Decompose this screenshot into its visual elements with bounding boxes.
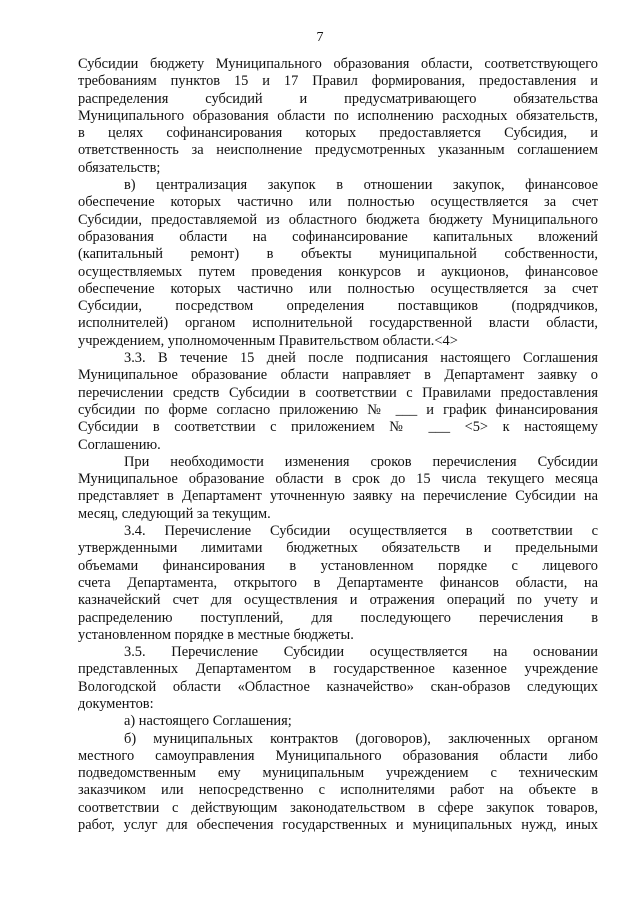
text-line: б) муниципальных контрактов (договоров), заключенных органом <box>124 730 598 747</box>
text-line: ответственность за неисполнение предусмотренных указанным соглашением <box>78 142 598 159</box>
text-line: месяц, следующий за текущим. <box>78 505 271 522</box>
page-number: 7 <box>316 30 324 45</box>
text-line: субсидии по форме согласно приложению № ___ и график финансирования <box>78 401 598 418</box>
text-line: подведомственным ему муниципальным учреждением с техническим <box>78 765 598 782</box>
text-line: Субсидии, посредством определения поставщиков (подрядчиков, <box>78 298 598 315</box>
text-line: (капитальный ремонт) в объекты муниципальной собственности, <box>78 246 598 263</box>
text-line: образования области на софинансирование капитальных вложений <box>78 228 598 245</box>
text-line: обеспечение которых частично или полностью осуществляется за счет <box>78 280 598 297</box>
text-line: обеспечение которых частично или полностью осуществляется за счет <box>78 194 598 211</box>
text-line: утвержденными лимитами бюджетных обязательств и предельными <box>78 540 598 557</box>
text-line: заказчиком или непосредственно с исполнителями работ на объекте в <box>78 782 598 799</box>
text-line: обязательств; <box>78 159 161 176</box>
text-line: 3.5. Перечисление Субсидии осуществляется на основании <box>124 644 598 661</box>
text-line: установленном порядке в местные бюджеты. <box>78 626 354 643</box>
text-line: Субсидии бюджету Муниципального образования области, соответствующего <box>78 56 598 72</box>
text-line: 3.3. В течение 15 дней после подписания настоящего Соглашения <box>124 350 598 367</box>
text-line: объемами финансирования в установленном порядке с лицевого <box>78 557 598 574</box>
text-line: работ, услуг для обеспечения государственных и муниципальных нужд, иных <box>78 817 598 834</box>
text-line: в) централизация закупок в отношении закупок, финансовое <box>124 177 598 194</box>
text-line: Субсидии в соответствии с приложением № ___ <5> к настоящему <box>78 419 598 436</box>
text-line: представленных Департаментом в государственное казенное учреждение <box>78 661 598 678</box>
text-line: Субсидии, предоставляемой из областного бюджета бюджету Муниципального <box>78 211 598 228</box>
text-line: документов: <box>78 695 154 712</box>
text-line: перечислении средств Субсидии в соответствии с Правилами предоставления <box>78 384 598 401</box>
text-line: Муниципальное образование области в срок до 15 числа текущего месяца <box>78 471 598 488</box>
text-line: Муниципального образования области по исполнению расходных обязательств, <box>78 107 598 124</box>
text-line: Вологодской области «Областное казначейство» скан-образов следующих <box>78 678 598 695</box>
text-line: исполнителей) органом исполнительной государственной власти области, <box>78 315 598 332</box>
text-line: представляет в Департамент уточненную заявку на перечисление Субсидии на <box>78 488 598 505</box>
document-body <box>78 56 598 834</box>
text-line: казначейский счет для осуществления и отражения операций по учету и <box>78 592 598 609</box>
text-line: местного самоуправления Муниципального образования области либо <box>78 747 598 764</box>
text-line: При необходимости изменения сроков перечисления Субсидии <box>124 453 598 470</box>
text-line: счета Департамента, открытого в Департаменте финансов области, на <box>78 574 598 591</box>
text-line: распределения субсидий и предусматривающего обязательства <box>78 90 598 107</box>
text-line: Муниципальное образование области направляет в Департамент заявку о <box>78 367 598 384</box>
text-line: Соглашению. <box>78 436 161 453</box>
text-line: 3.4. Перечисление Субсидии осуществляется в соответствии с <box>124 523 598 540</box>
text-line: соответствии с действующим законодательством в сфере закупок товаров, <box>78 799 598 816</box>
text-line: а) настоящего Соглашения; <box>124 713 292 730</box>
text-line: распределению поступлений, для последующего перечисления в <box>78 609 598 626</box>
text-line: в целях софинансирования которых предоставляется Субсидия, и <box>78 125 598 142</box>
text-line: учреждением, уполномоченным Правительством области.<4> <box>78 332 458 349</box>
text-line: требованиям пунктов 15 и 17 Правил формирования, предоставления и <box>78 73 598 90</box>
text-line: осуществляемых путем проведения конкурсов и аукционов, финансовое <box>78 263 598 280</box>
